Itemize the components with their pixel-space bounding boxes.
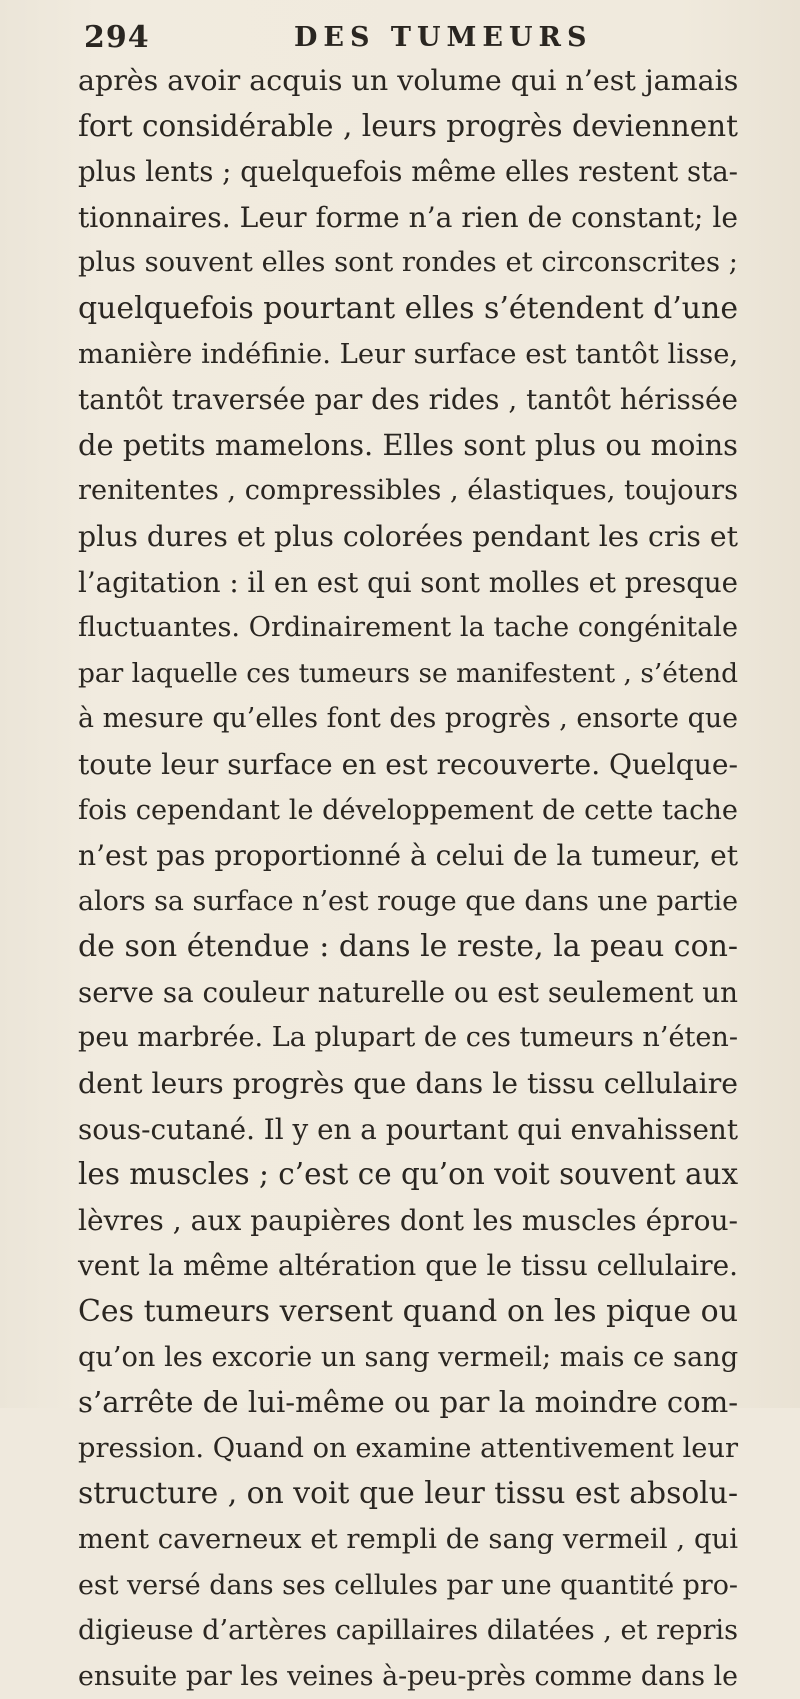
text-line: à mesure qu’elles font des progrès , ensorte que (78, 703, 738, 735)
page-header (84, 16, 724, 60)
text-line: renitentes , compressibles , élastiques, toujours (78, 475, 739, 507)
text-line: l’agitation : il en est qui sont molles et presque (78, 565, 739, 599)
text-line: qu’on les excorie un sang vermeil; mais ce sang (78, 1341, 739, 1373)
text-line: alors sa surface n’est rouge que dans une partie (78, 885, 738, 917)
text-line: fois cependant le développement de cette tache (78, 794, 739, 826)
body-text (78, 58, 738, 1699)
text-line: quelquefois pourtant elles s’étendent d’une (78, 290, 739, 326)
text-line: plus souvent elles sont rondes et circonscrites ; (78, 247, 738, 279)
text-line: lèvres , aux paupières dont les muscles éprou- (78, 1203, 738, 1237)
text-line: de son étendue : dans le reste, la peau con- (78, 929, 738, 965)
text-line: dent leurs progrès que dans le tissu cellulaire (78, 1067, 738, 1101)
text-line: ensuite par les veines à-peu-près comme dans le (78, 1660, 738, 1692)
text-line: après avoir acquis un volume qui n’est jamais (78, 64, 739, 97)
text-line: sous-cutané. Il y en a pourtant qui envahissent (78, 1112, 738, 1146)
text-line: vent la même altération que le tissu cellulaire. (78, 1249, 738, 1283)
text-line: digieuse d’artères capillaires dilatées , et repris (78, 1615, 738, 1647)
text-line: fort considérable , leurs progrès deviennent (78, 108, 738, 143)
text-line: n’est pas proportionné à celui de la tumeur, et (78, 839, 739, 873)
page-number: 294 (84, 20, 150, 55)
text-line: peu marbrée. La plupart de ces tumeurs n’éten- (78, 1022, 738, 1054)
text-line: toute leur surface en est recouverte. Quelque- (78, 747, 738, 781)
text-line: pression. Quand on examine attentivement leur (78, 1432, 738, 1464)
text-line: par laquelle ces tumeurs se manifestent , s’étend (78, 657, 738, 689)
text-line: fluctuantes. Ordinairement la tache congénitale (78, 612, 738, 644)
text-line: plus lents ; quelquefois même elles restent sta- (78, 155, 738, 189)
text-line: ment caverneux et rempli de sang vermeil , qui (78, 1524, 738, 1555)
text-line: tantôt traversée par des rides , tantôt hérissée (78, 383, 738, 417)
text-line: manière indéfinie. Leur surface est tantôt lisse, (78, 338, 739, 370)
text-line: serve sa couleur naturelle ou est seulement un (78, 975, 738, 1009)
text-line: Ces tumeurs versent quand on les pique ou (78, 1294, 738, 1330)
text-line: de petits mamelons. Elles sont plus ou moins (78, 427, 738, 462)
text-line: les muscles ; c’est ce qu’on voit souvent aux (78, 1157, 739, 1192)
running-head: DES TUMEURS (294, 22, 593, 53)
text-line: s’arrête de lui-même ou par la moindre com- (78, 1385, 739, 1420)
text-line: tionnaires. Leur forme n’a rien de constant; le (78, 200, 738, 234)
text-line: plus dures et plus colorées pendant les cris et (78, 519, 738, 553)
text-line: est versé dans ses cellules par une quantité pro- (78, 1569, 738, 1601)
text-line: structure , on voit que leur tissu est absolu- (78, 1476, 738, 1512)
